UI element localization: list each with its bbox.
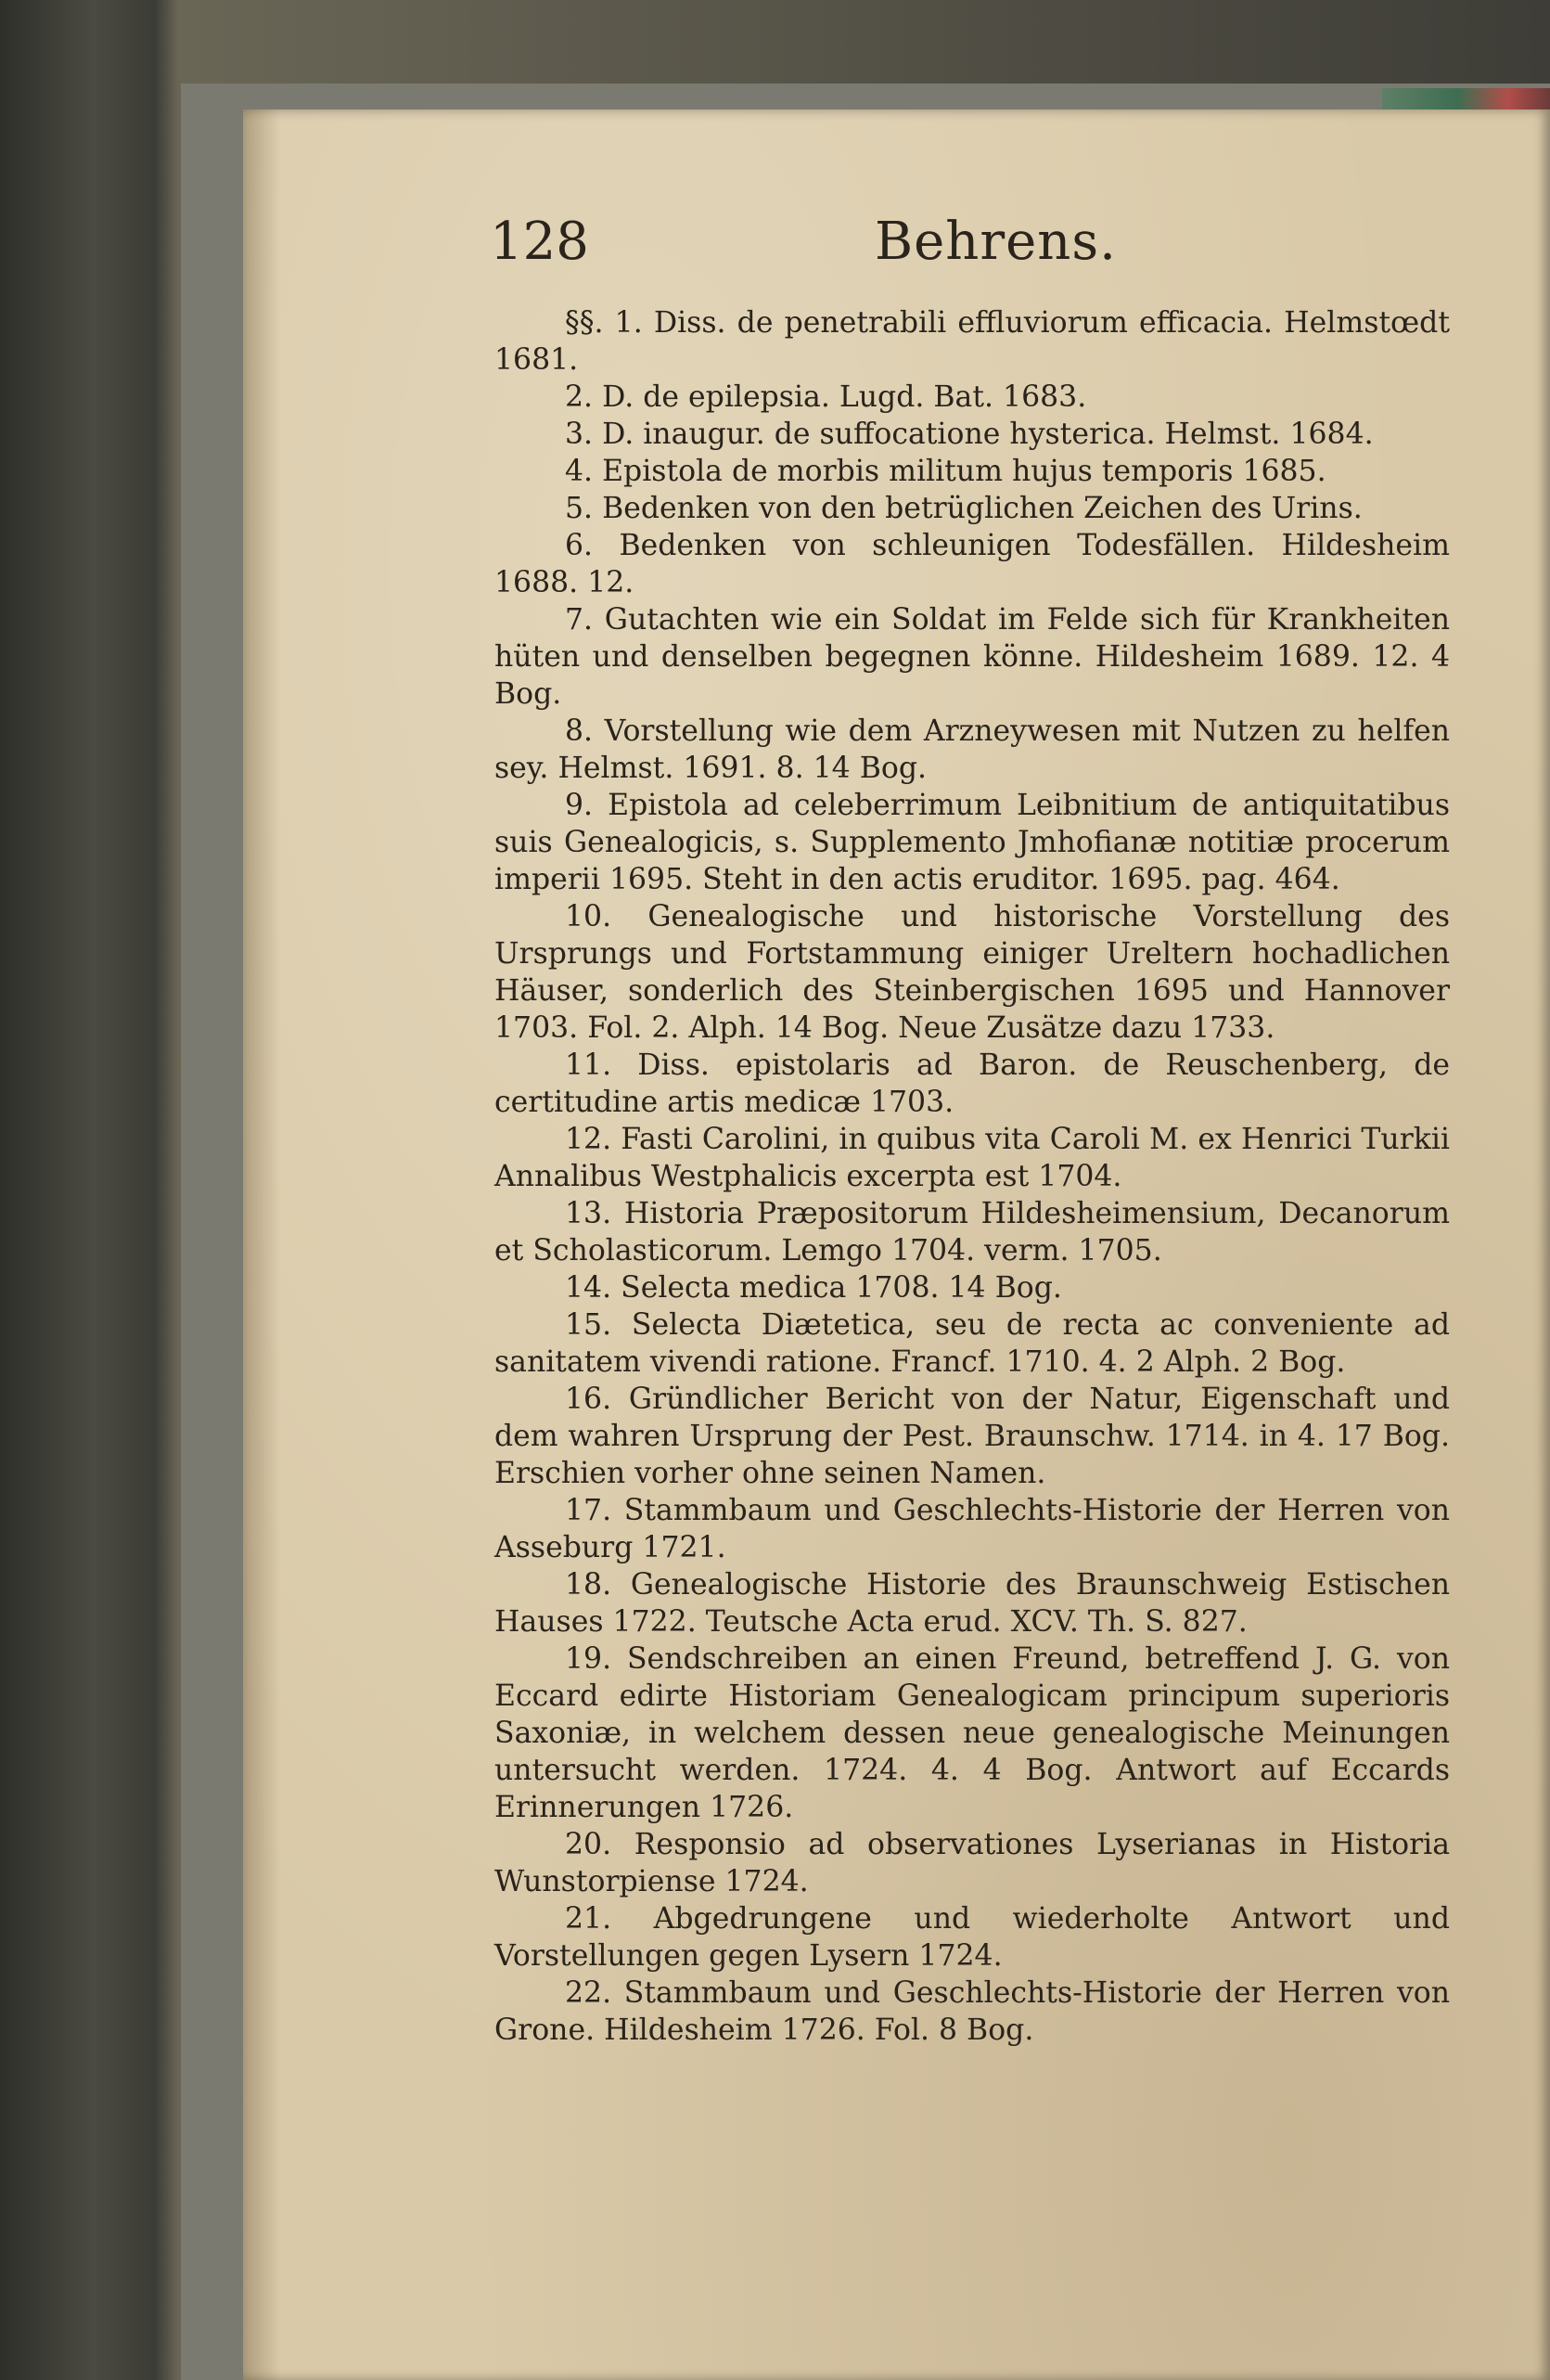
bibliography-entry: 22. Stammbaum und Geschlechts-Historie der Herren von Grone. Hildesheim 1726. Fol. 8 Bog. [494, 1976, 1450, 2047]
bibliography-entry: 20. Responsio ad observationes Lyserianas in Historia Wunstorpiense 1724. [494, 1828, 1450, 1898]
bibliography-entry: 12. Fasti Carolini, in quibus vita Caroli M. ex Henrici Turkii Annalibus Westphalicis excerpta est 1704. [494, 1123, 1450, 1193]
bibliography-list [494, 304, 1450, 2049]
bibliography-entry: 18. Genealogische Historie des Braunschweig Estischen Hauses 1722. Teutsche Acta erud. XCV. Th. S. 827. [494, 1568, 1450, 1639]
bibliography-entry: 8. Vorstellung wie dem Arzneywesen mit Nutzen zu helfen sey. Helmst. 1691. 8. 14 Bog. [494, 714, 1450, 785]
bibliography-entry: 4. Epistola de morbis militum hujus temporis 1685. [565, 455, 1326, 488]
bibliography-entry: 16. Gründlicher Bericht von der Natur, Eigenschaft und dem wahren Ursprung der Pest. Braunschw. 1714. in 4. 17 Bog. Erschien vorher ohne seinen Namen. [494, 1383, 1450, 1490]
bibliography-entry: 3. D. inaugur. de suffocatione hysterica. Helmst. 1684. [565, 418, 1374, 451]
running-head: Behrens. [875, 212, 1117, 272]
bibliography-entry: 13. Historia Præpositorum Hildesheimensium, Decanorum et Scholasticorum. Lemgo 1704. verm. 1705. [494, 1197, 1450, 1267]
bibliography-entry: 2. D. de epilepsia. Lugd. Bat. 1683. [565, 380, 1087, 414]
bibliography-entry: §§. 1. Diss. de penetrabili effluviorum efficacia. Helmstœdt 1681. [494, 306, 1450, 377]
bibliography-entry: 11. Diss. epistolaris ad Baron. de Reuschenberg, de certitudine artis medicæ 1703. [494, 1048, 1450, 1119]
bibliography-entry: 14. Selecta medica 1708. 14 Bog. [565, 1271, 1062, 1305]
bibliography-entry: 9. Epistola ad celeberrimum Leibnitium de antiquitatibus suis Genealogicis, s. Supplemento Jmhofianæ notitiæ procerum imperii 1695. Steht in den actis eruditor. 1695. pag. 464. [494, 789, 1450, 896]
page-header [0, 212, 1550, 277]
bibliography-entry: 19. Sendschreiben an einen Freund, betreffend J. G. von Eccard edirte Historiam Genealogicam principum superioris Saxoniæ, in welchem dessen neue genealogische Meinungen untersucht werden. 1724. 4. 4 Bog. Antwort auf Eccards Erinnerungen 1726. [494, 1642, 1450, 1824]
bibliography-entry: 5. Bedenken von den betrüglichen Zeichen des Urins. [565, 492, 1363, 525]
bibliography-entry: 21. Abgedrungene und wiederholte Antwort und Vorstellungen gegen Lysern 1724. [494, 1902, 1450, 1973]
bibliography-entry: 7. Gutachten wie ein Soldat im Felde sich für Krankheiten hüten und denselben begegnen könne. Hildesheim 1689. 12. 4 Bog. [494, 603, 1450, 711]
bibliography-entry: 6. Bedenken von schleunigen Todesfällen. Hildesheim 1688. 12. [494, 529, 1450, 599]
gutter-shadow [243, 109, 280, 2380]
page-number: 128 [490, 212, 589, 272]
bibliography-entry: 17. Stammbaum und Geschlechts-Historie der Herren von Asseburg 1721. [494, 1494, 1450, 1564]
bibliography-entry: 10. Genealogische und historische Vorstellung des Ursprungs und Fortstammung einiger Ureltern hochadlichen Häuser, sonderlich des Steinbergischen 1695 und Hannover 1703. Fol. 2. Alph. 14 Bog. Neue Zusätze dazu 1733. [494, 900, 1450, 1045]
bibliography-entry: 15. Selecta Diætetica, seu de recta ac conveniente ad sanitatem vivendi ratione. Francf. 1710. 4. 2 Alph. 2 Bog. [494, 1308, 1450, 1379]
